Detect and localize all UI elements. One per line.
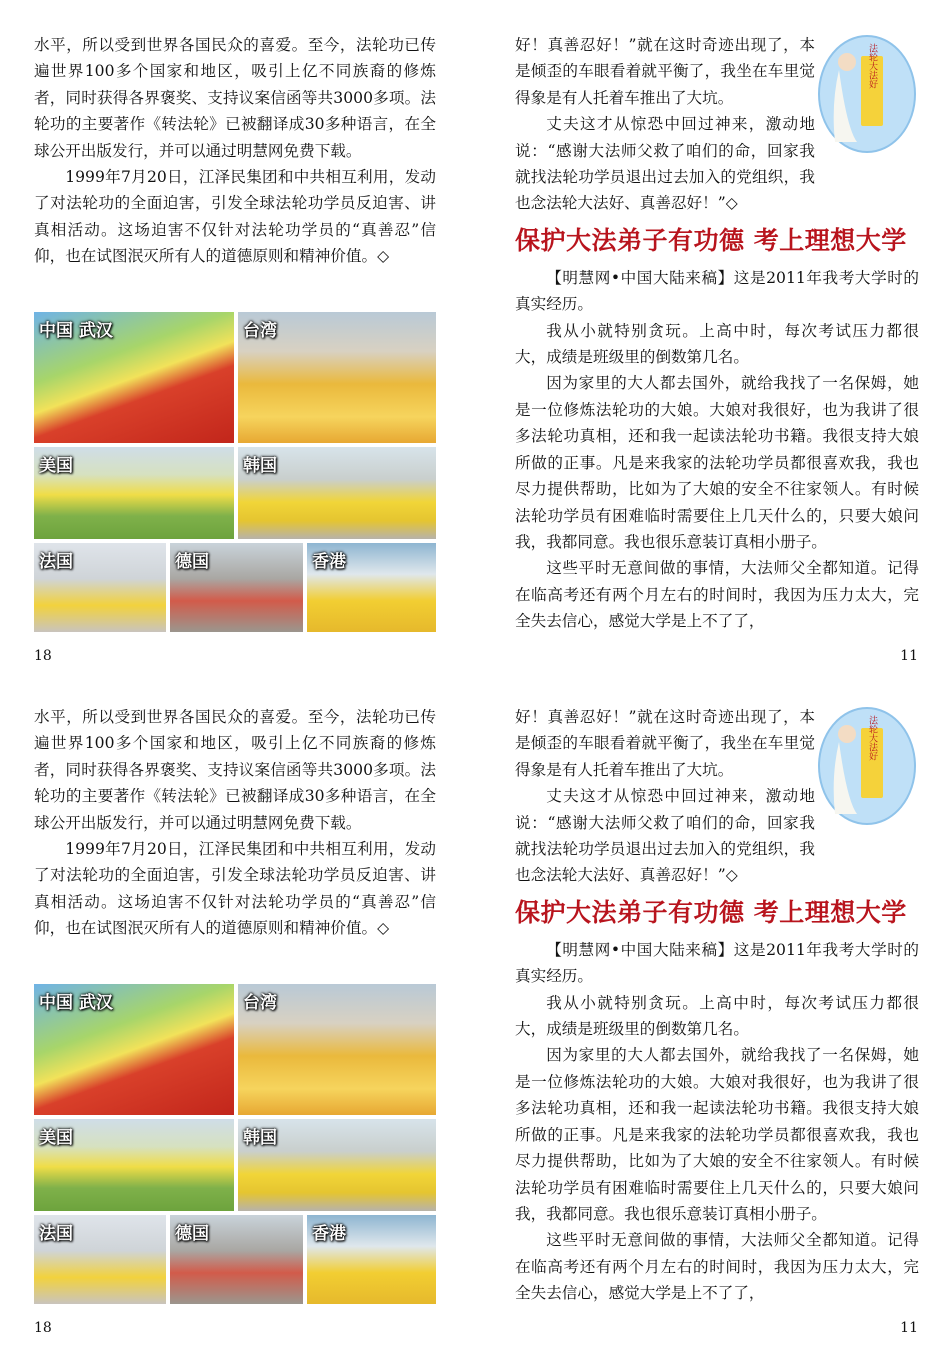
photo-collage — [34, 984, 436, 1304]
photo-wuhan — [34, 312, 234, 443]
right-paragraph: 丈夫这才从惊恐中回过神来，激动地说：“感谢大法师父救了咱们的命，回家我就找法轮功学员退出过去加入的党组织，我也念法轮大法好、真善忍好！”◇ — [515, 115, 815, 213]
photo-wuhan — [34, 984, 234, 1115]
photo-label: 德国 — [175, 552, 209, 572]
page-number: 11 — [900, 648, 918, 664]
left-paragraph: 水平，所以受到世界各国民众的喜爱。至今，法轮功已传遍世界100多个国家和地区，吸引上亿不同族裔的修炼者，同时获得各界褒奖、支持议案信函等共3000多项。法轮功的主要著作《转法轮》已被翻译成30多种语言，在全球公开出版发行，并可以通过明慧网免费下载。 — [34, 36, 436, 160]
photo-label: 法国 — [39, 1224, 73, 1244]
right-paragraph: 好！真善忍好！”就在这时奇迹出现了，本是倾歪的车眼看着就平衡了，我坐在车里觉得象是有人托着车推出了大坑。 — [515, 708, 815, 779]
photo-label: 中国 武汉 — [39, 321, 113, 341]
photo-germany — [170, 543, 303, 632]
page-number: 18 — [34, 1320, 52, 1336]
page-number: 18 — [34, 648, 52, 664]
photo-france — [34, 1215, 166, 1304]
photo-label: 美国 — [39, 1128, 73, 1148]
emblem-text: 法轮大法好 — [867, 43, 877, 89]
photo-label: 中国 武汉 — [39, 993, 113, 1013]
photo-hongkong — [307, 543, 436, 632]
spread-top — [0, 0, 950, 672]
photo-korea — [238, 447, 436, 539]
right-paragraph: 这些平时无意间做的事情，大法师父全都知道。记得在临高考还有两个月左右的时间时，我因为压力太大，完全失去信心，感觉大学是上不了了， — [515, 559, 919, 631]
right-paragraph: 我从小就特别贪玩。上高中时，每次考试压力都很大，成绩是班级里的倒数第几名。 — [515, 993, 919, 1039]
photo-label: 香港 — [312, 552, 346, 572]
right-paragraph: 我从小就特别贪玩。上高中时，每次考试压力都很大，成绩是班级里的倒数第几名。 — [515, 321, 919, 367]
photo-label: 韩国 — [243, 1128, 277, 1148]
photo-hongkong — [307, 1215, 436, 1304]
right-text-block — [515, 704, 919, 1307]
photo-usa — [34, 1119, 234, 1211]
left-paragraph: 水平，所以受到世界各国民众的喜爱。至今，法轮功已传遍世界100多个国家和地区，吸引上亿不同族裔的修炼者，同时获得各界褒奖、支持议案信函等共3000多项。法轮功的主要著作《转法轮》已被翻译成30多种语言，在全球公开出版发行，并可以通过明慧网免费下载。 — [34, 708, 436, 832]
photo-usa — [34, 447, 234, 539]
photo-label: 台湾 — [243, 321, 277, 341]
photo-germany — [170, 1215, 303, 1304]
right-page — [475, 672, 950, 1344]
left-text-block — [34, 704, 436, 942]
left-paragraph: 1999年7月20日，江泽民集团和中共相互利用，发动了对法轮功的全面迫害，引发全球法轮功学员反迫害、讲真相活动。这场迫害不仅针对法轮功学员的“真善忍”信仰，也在试图泯灭所有人的道德原则和精神价值。◇ — [34, 840, 436, 938]
page-number: 11 — [900, 1320, 918, 1336]
right-paragraph: 好！真善忍好！”就在这时奇迹出现了，本是倾歪的车眼看着就平衡了，我坐在车里觉得象是有人托着车推出了大坑。 — [515, 36, 815, 107]
right-paragraph: 【明慧网•中国大陆来稿】这是2011年我考大学时的真实经历。 — [515, 940, 919, 986]
left-paragraph: 1999年7月20日，江泽民集团和中共相互利用，发动了对法轮功的全面迫害，引发全球法轮功学员反迫害、讲真相活动。这场迫害不仅针对法轮功学员的“真善忍”信仰，也在试图泯灭所有人的道德原则和精神价值。◇ — [34, 168, 436, 266]
emblem-text: 法轮大法好 — [867, 715, 877, 761]
photo-label: 美国 — [39, 456, 73, 476]
right-paragraph: 因为家里的大人都去国外，就给我找了一名保姆，她是一位修炼法轮功的大娘。大娘对我很好，也为我讲了很多法轮功真相，还和我一起读法轮功书籍。我很支持大娘所做的正事。凡是来我家的法轮功学员都很喜欢我，我也尽力提供帮助，比如为了大娘的安全不往家领人。有时候法轮功学员有困难临时需要住上几天什么的，只要大娘问我，我都同意。我也很乐意装订真相小册子。 — [515, 374, 919, 551]
right-paragraph: 丈夫这才从惊恐中回过神来，激动地说：“感谢大法师父救了咱们的命，回家我就找法轮功学员退出过去加入的党组织，我也念法轮大法好、真善忍好！”◇ — [515, 787, 815, 885]
left-page — [0, 0, 475, 672]
photo-label: 香港 — [312, 1224, 346, 1244]
photo-label: 德国 — [175, 1224, 209, 1244]
right-text-block — [515, 32, 919, 635]
left-page — [0, 672, 475, 1344]
photo-france — [34, 543, 166, 632]
article-headline: 保护大法弟子有功德 考上理想大学 — [515, 225, 907, 255]
article-headline: 保护大法弟子有功德 考上理想大学 — [515, 897, 907, 927]
left-text-block — [34, 32, 436, 270]
photo-taiwan — [238, 312, 436, 443]
spread-bottom — [0, 672, 950, 1344]
photo-label: 韩国 — [243, 456, 277, 476]
photo-collage — [34, 312, 436, 632]
right-page — [475, 0, 950, 672]
right-paragraph: 因为家里的大人都去国外，就给我找了一名保姆，她是一位修炼法轮功的大娘。大娘对我很好，也为我讲了很多法轮功真相，还和我一起读法轮功书籍。我很支持大娘所做的正事。凡是来我家的法轮功学员都很喜欢我，我也尽力提供帮助，比如为了大娘的安全不往家领人。有时候法轮功学员有困难临时需要住上几天什么的，只要大娘问我，我都同意。我也很乐意装订真相小册子。 — [515, 1046, 919, 1223]
photo-label: 法国 — [39, 552, 73, 572]
right-paragraph: 这些平时无意间做的事情，大法师父全都知道。记得在临高考还有两个月左右的时间时，我因为压力太大，完全失去信心，感觉大学是上不了了， — [515, 1231, 919, 1303]
photo-korea — [238, 1119, 436, 1211]
photo-label: 台湾 — [243, 993, 277, 1013]
right-paragraph: 【明慧网•中国大陆来稿】这是2011年我考大学时的真实经历。 — [515, 268, 919, 314]
photo-taiwan — [238, 984, 436, 1115]
